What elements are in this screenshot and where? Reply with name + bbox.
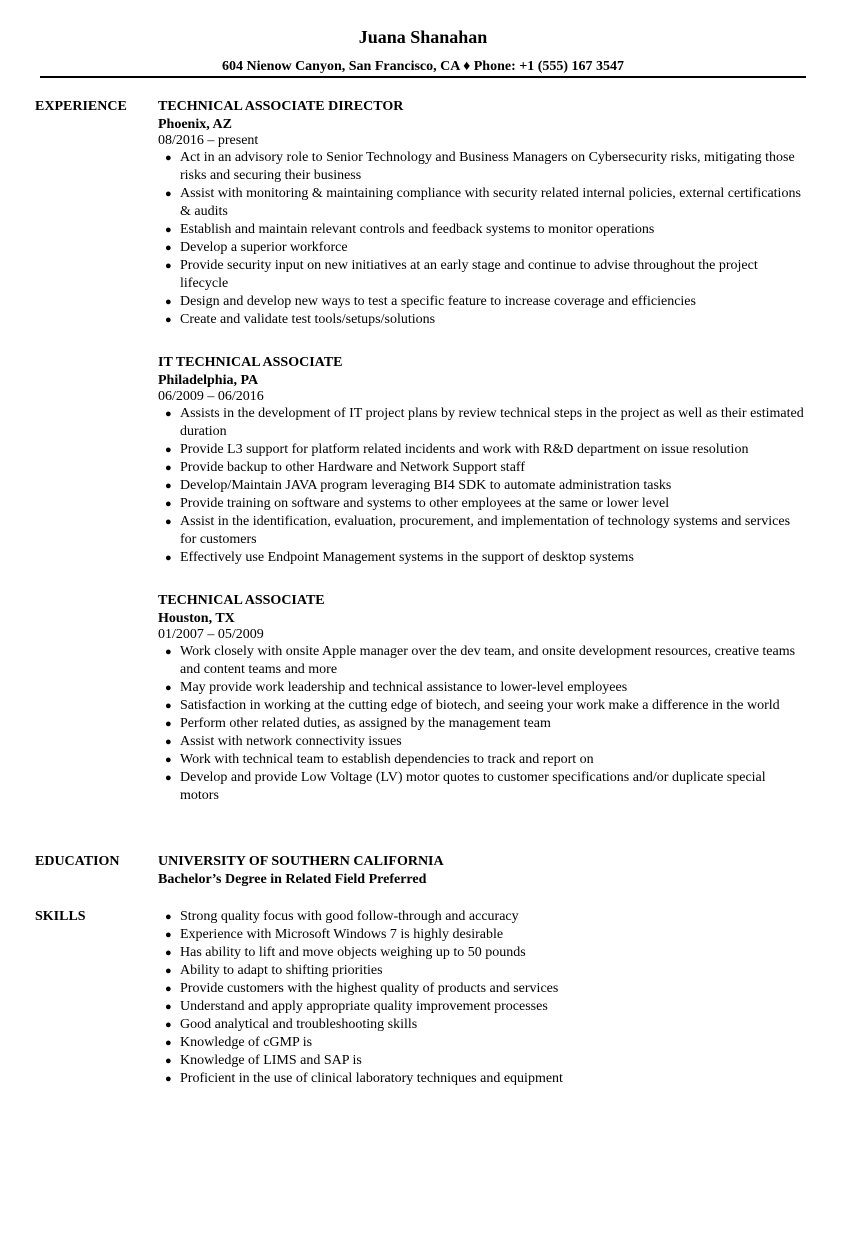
bullet-text: Work with technical team to establish dependencies to track and report on [180, 752, 594, 767]
bullet-icon: ● [165, 736, 172, 748]
job-entry-3 [158, 592, 808, 805]
bullet-item [158, 1052, 808, 1070]
bullet-text: Provide L3 support for platform related incidents and work with R&D department on issue resolution [180, 442, 749, 457]
bullet-icon: ● [165, 1037, 172, 1049]
degree-name: Bachelor’s Degree in Related Field Preferred [158, 872, 427, 887]
bullet-item [158, 1034, 808, 1052]
job-duties-list [158, 643, 808, 805]
bullet-icon: ● [165, 444, 172, 456]
bullet-item [158, 733, 808, 751]
bullet-text: Establish and maintain relevant controls and feedback systems to monitor operations [180, 222, 655, 237]
candidate-name: Juana Shanahan [358, 27, 488, 47]
bullet-item [158, 1016, 808, 1034]
contact-line: 604 Nienow Canyon, San Francisco, CA ♦ Phone: +1 (555) 167 3547 [221, 59, 625, 74]
job-duties-list [158, 405, 808, 567]
bullet-text: Effectively use Endpoint Management systems in the support of desktop systems [180, 550, 634, 565]
bullet-text: Perform other related duties, as assigned by the management team [180, 716, 551, 731]
bullet-text: Understand and apply appropriate quality improvement processes [180, 999, 548, 1014]
skills-list [158, 908, 808, 1088]
job-entry-1 [158, 98, 808, 329]
bullet-text: Proficient in the use of clinical laboratory techniques and equipment [180, 1071, 563, 1086]
bullet-text: Knowledge of cGMP is [180, 1035, 313, 1050]
bullet-item [158, 513, 808, 549]
bullet-item [158, 495, 808, 513]
bullet-text: Knowledge of LIMS and SAP is [180, 1053, 362, 1068]
bullet-text: Assists in the development of IT project plans by review technical steps in the project as well as their estimated duration [180, 406, 804, 439]
bullet-item [158, 477, 808, 495]
bullet-text: Provide training on software and systems to other employees at the same or lower level [180, 496, 670, 511]
bullet-icon: ● [165, 772, 172, 784]
bullet-text: Strong quality focus with good follow-through and accuracy [180, 909, 519, 924]
bullet-item [158, 405, 808, 441]
bullet-item [158, 926, 808, 944]
bullet-text: Develop/Maintain JAVA program leveraging BI4 SDK to automate administration tasks [180, 478, 672, 493]
bullet-text: May provide work leadership and technical assistance to lower-level employees [180, 680, 628, 695]
bullet-text: Work closely with onsite Apple manager over the dev team, and onsite development resources, creative teams and content teams and more [180, 644, 796, 677]
bullet-text: Provide security input on new initiatives at an early stage and continue to advise throughout the project lifecycle [180, 258, 758, 291]
job-dates: 01/2007 – 05/2009 [158, 627, 264, 642]
bullet-item [158, 944, 808, 962]
resume-header [0, 26, 846, 76]
bullet-item [158, 185, 808, 221]
job-title: TECHNICAL ASSOCIATE DIRECTOR [158, 99, 404, 114]
section-heading-experience: EXPERIENCE [35, 99, 127, 114]
bullet-item [158, 549, 808, 567]
bullet-item [158, 257, 808, 293]
bullet-icon: ● [165, 911, 172, 923]
bullet-icon: ● [165, 1001, 172, 1013]
bullet-item [158, 908, 808, 926]
job-location: Philadelphia, PA [158, 373, 259, 388]
job-title: TECHNICAL ASSOCIATE [158, 593, 325, 608]
bullet-item [158, 980, 808, 998]
bullet-icon: ● [165, 1019, 172, 1031]
bullet-text: Provide backup to other Hardware and Network Support staff [180, 460, 525, 475]
job-location: Houston, TX [158, 611, 235, 626]
skills-body [158, 908, 808, 1088]
bullet-text: Assist in the identification, evaluation, procurement, and implementation of technology systems and services for customers [180, 514, 791, 547]
bullet-item [158, 643, 808, 679]
job-location: Phoenix, AZ [158, 117, 232, 132]
bullet-item [158, 239, 808, 257]
bullet-item [158, 679, 808, 697]
bullet-item [158, 293, 808, 311]
bullet-item [158, 751, 808, 769]
bullet-item [158, 1070, 808, 1088]
bullet-text: Design and develop new ways to test a specific feature to increase coverage and efficiencies [180, 294, 696, 309]
bullet-icon: ● [165, 1073, 172, 1085]
bullet-icon: ● [165, 718, 172, 730]
bullet-item [158, 715, 808, 733]
job-entry-2 [158, 354, 808, 567]
bullet-text: Develop a superior workforce [180, 240, 348, 255]
bullet-icon: ● [165, 498, 172, 510]
bullet-icon: ● [165, 700, 172, 712]
bullet-text: Develop and provide Low Voltage (LV) motor quotes to customer specifications and/or duplicate special motors [180, 770, 766, 803]
school-name: UNIVERSITY OF SOUTHERN CALIFORNIA [158, 854, 444, 869]
bullet-text: Assist with monitoring & maintaining compliance with security related internal policies, external certifications & audits [180, 186, 801, 219]
bullet-text: Good analytical and troubleshooting skills [180, 1017, 418, 1032]
bullet-item [158, 769, 808, 805]
job-duties-list [158, 149, 808, 329]
bullet-text: Ability to adapt to shifting priorities [180, 963, 383, 978]
bullet-text: Create and validate test tools/setups/solutions [180, 312, 436, 327]
bullet-icon: ● [165, 480, 172, 492]
bullet-text: Satisfaction in working at the cutting edge of biotech, and seeing your work make a difference in the world [180, 698, 780, 713]
bullet-icon: ● [165, 242, 172, 254]
job-dates: 06/2009 – 06/2016 [158, 389, 264, 404]
section-heading-education: EDUCATION [35, 854, 120, 869]
bullet-text: Act in an advisory role to Senior Technology and Business Managers on Cybersecurity risks, mitigating those risks and securing their business [180, 150, 795, 183]
bullet-item [158, 149, 808, 185]
bullet-item [158, 998, 808, 1016]
bullet-text: Experience with Microsoft Windows 7 is highly desirable [180, 927, 504, 942]
bullet-icon: ● [165, 1055, 172, 1067]
job-dates: 08/2016 – present [158, 133, 259, 148]
bullet-icon: ● [165, 224, 172, 236]
bullet-item [158, 311, 808, 329]
bullet-icon: ● [165, 188, 172, 200]
bullet-item [158, 221, 808, 239]
bullet-icon: ● [165, 646, 172, 658]
bullet-icon: ● [165, 516, 172, 528]
bullet-icon: ● [165, 152, 172, 164]
bullet-icon: ● [165, 929, 172, 941]
bullet-icon: ● [165, 260, 172, 272]
bullet-icon: ● [165, 983, 172, 995]
header-divider [40, 76, 806, 78]
education-body [158, 853, 808, 888]
bullet-item [158, 459, 808, 477]
bullet-icon: ● [165, 682, 172, 694]
bullet-icon: ● [165, 754, 172, 766]
bullet-icon: ● [165, 947, 172, 959]
bullet-icon: ● [165, 314, 172, 326]
bullet-item [158, 697, 808, 715]
bullet-text: Assist with network connectivity issues [180, 734, 402, 749]
bullet-icon: ● [165, 462, 172, 474]
bullet-icon: ● [165, 296, 172, 308]
job-title: IT TECHNICAL ASSOCIATE [158, 355, 343, 370]
bullet-item [158, 962, 808, 980]
bullet-item [158, 441, 808, 459]
section-heading-skills: SKILLS [35, 909, 86, 924]
bullet-icon: ● [165, 552, 172, 564]
bullet-icon: ● [165, 965, 172, 977]
bullet-text: Has ability to lift and move objects weighing up to 50 pounds [180, 945, 526, 960]
bullet-text: Provide customers with the highest quality of products and services [180, 981, 559, 996]
bullet-icon: ● [165, 408, 172, 420]
